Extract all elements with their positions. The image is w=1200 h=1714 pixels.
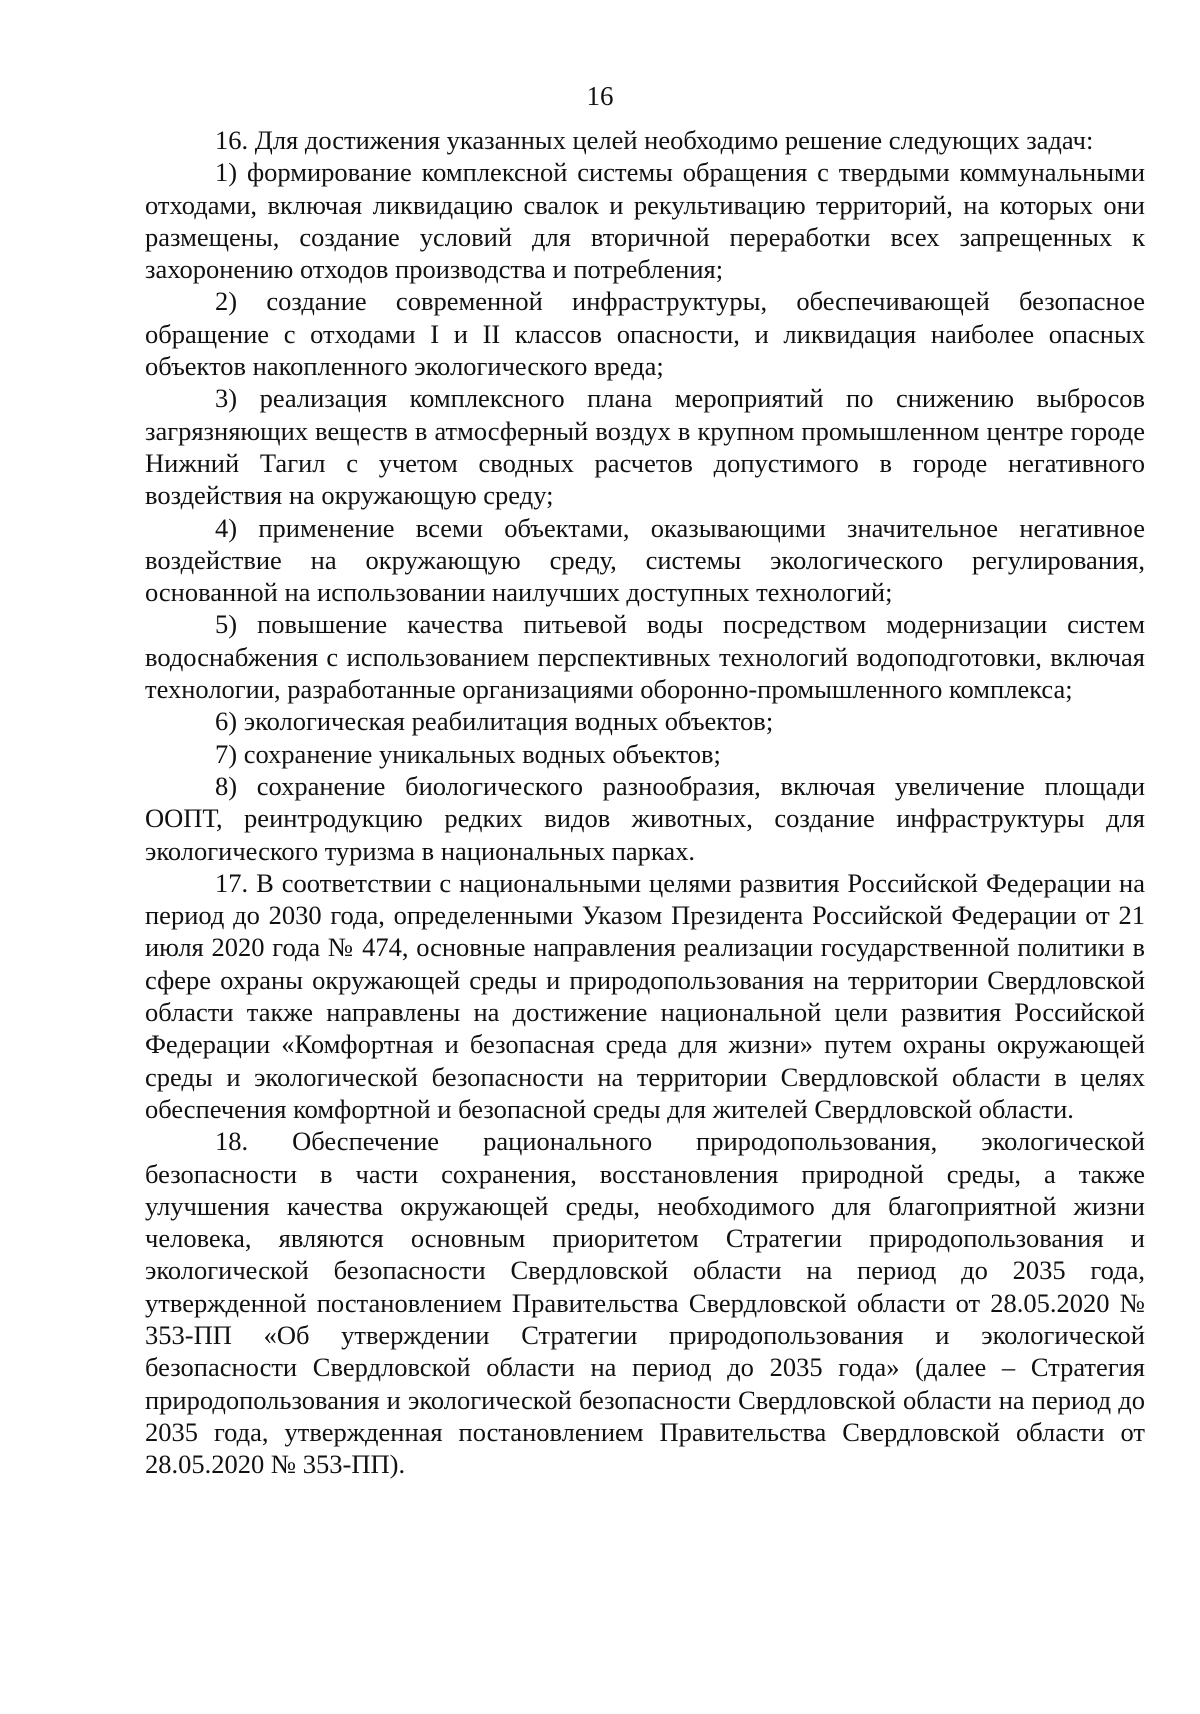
list-item-3: 3) реализация комплексного плана мероприятий по снижению выбросов загрязняющих веществ в атмосферный воздух в крупном промышленном центре городе Нижний Тагил с учетом сводных расчетов допустимого в городе негативного воздействия на окружающую среду; bbox=[145, 383, 1145, 511]
list-item-1: 1) формирование комплексной системы обращения с твердыми коммунальными отходами, включая ликвидацию свалок и рекультивацию территорий, на которых они размещены, создание условий для вторичной переработки всех запрещенных к захоронению отходов производства и потребления; bbox=[145, 157, 1145, 285]
list-item-8: 8) сохранение биологического разнообразия, включая увеличение площади ООПТ, реинтродукцию редких видов животных, создание инфраструктуры для экологического туризма в национальных парках. bbox=[145, 770, 1145, 866]
paragraph-18: 18. Обеспечение рационального природопользования, экологической безопасности в части сохранения, восстановления природной среды, а также улучшения качества окружающей среды, необходимого для благоприятной жизни человека, являются основным приоритетом Стратегии природопользования и экологической безопасности Свердловской области на период до 2035 года, утвержденной постановлением Правительства Свердловской области от 28.05.2020 № 353-ПП «Об утверждении Стратегии природопользования и экологической безопасности Свердловской области на период до 2035 года» (далее – Стратегия природопользования и экологической безопасности Свердловской области на период до 2035 года, утвержденная постановлением Правительства Свердловской области от 28.05.2020 № 353-ПП). bbox=[145, 1126, 1145, 1480]
paragraph-16: 16. Для достижения указанных целей необходимо решение следующих задач: bbox=[215, 125, 1094, 155]
page-number: 16 bbox=[586, 81, 614, 111]
list-item-5: 5) повышение качества питьевой воды посредством модернизации систем водоснабжения с использованием перспективных технологий водоподготовки, включая технологии, разработанные организациями оборонно-промышленного комплекса; bbox=[145, 609, 1145, 705]
document-body bbox=[145, 124, 1145, 1480]
list-item-7: 7) сохранение уникальных водных объектов; bbox=[215, 738, 721, 769]
list-item-2: 2) создание современной инфраструктуры, обеспечивающей безопасное обращение с отходами I и II классов опасности, и ликвидация наиболее опасных объектов накопленного экологического вреда; bbox=[145, 286, 1145, 382]
list-item-6: 6) экологическая реабилитация водных объектов; bbox=[215, 706, 774, 737]
list-item-4: 4) применение всеми объектами, оказывающими значительное негативное воздействие на окружающую среду, системы экологического регулирования, основанной на использовании наилучших доступных технологий; bbox=[145, 512, 1145, 608]
paragraph-17: 17. В соответствии с национальными целями развития Российской Федерации на период до 2030 года, определенными Указом Президента Российской Федерации от 21 июля 2020 года № 474, основные направления реализации государственной политики в сфере охраны окружающей среды и природопользования на территории Свердловской области также направлены на достижение национальной цели развития Российской Федерации «Комфортная и безопасная среда для жизни» путем охраны окружающей среды и экологической безопасности на территории Свердловской области в целях обеспечения комфортной и безопасной среды для жителей Свердловской области. bbox=[145, 867, 1145, 1124]
